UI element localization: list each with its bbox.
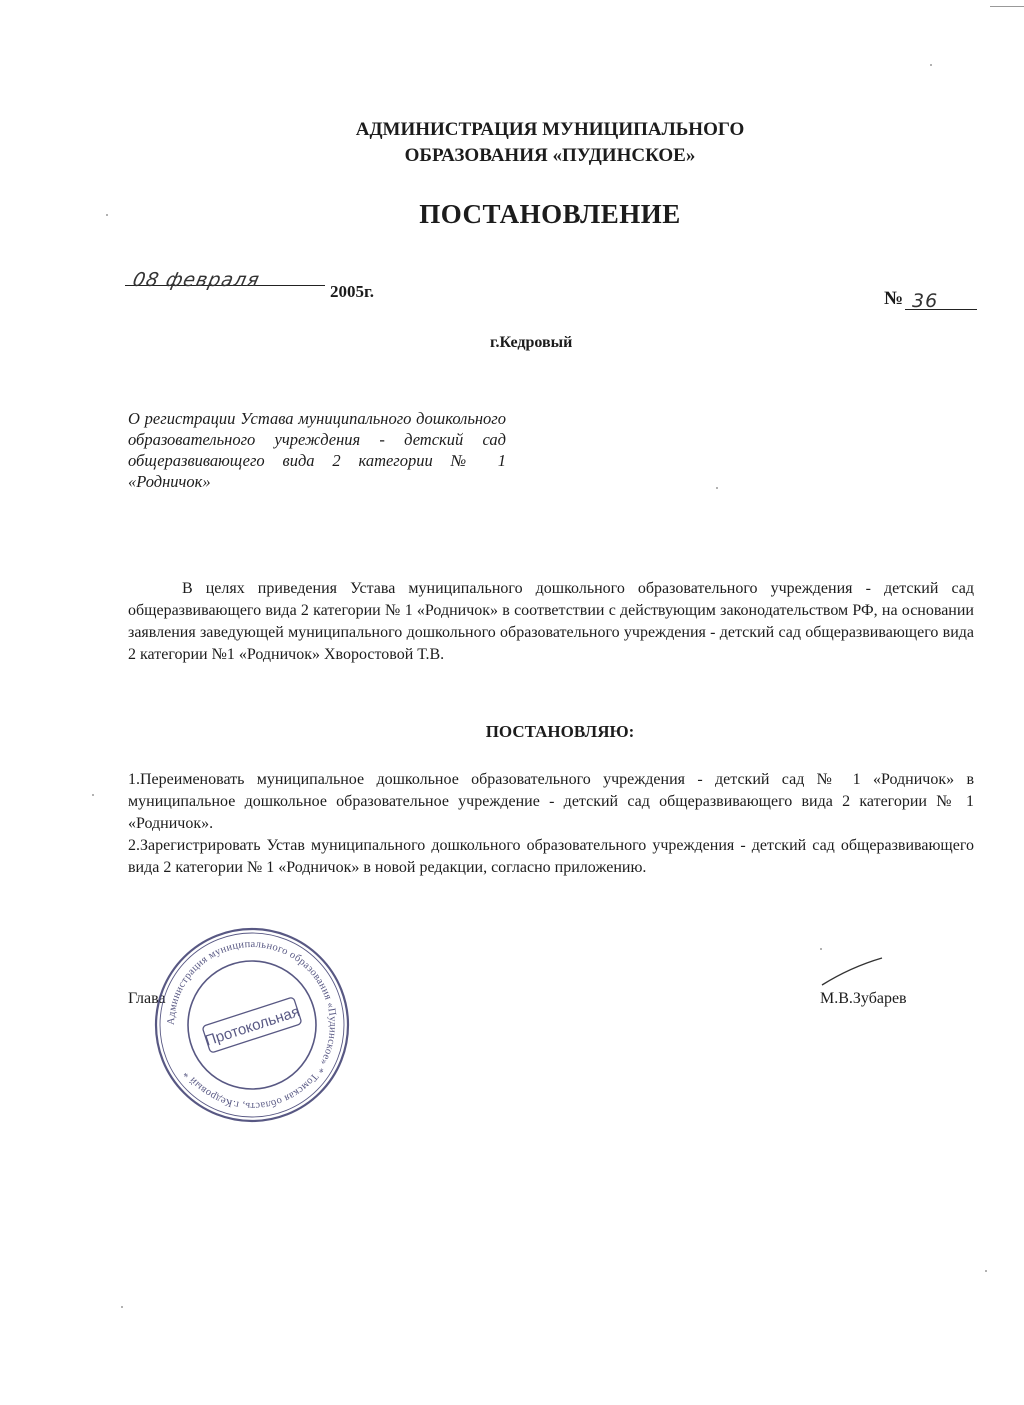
stamp-center-text: Протокольная (203, 1003, 302, 1050)
handwritten-date: 08 февраля (130, 269, 262, 291)
signatory-name: М.В.Зубарев (820, 990, 907, 1007)
preamble-paragraph: В целях приведения Устава муниципального дошкольного образовательного учреждения - детский сад общеразвивающего вида 2 категории № 1 «Родничок» в соответствии с действующим законодательством РФ, на основании заявления заведующей муниципального дошкольного образовательного учреждения - детский сад общеразвивающего вида 2 категории №1 «Родничок» Хворостовой Т.В. (128, 580, 974, 663)
corner-mark (990, 6, 1024, 7)
handwritten-number: 36 (912, 290, 939, 312)
decree-items (128, 769, 974, 879)
decree-item-2: 2.Зарегистрировать Устав муниципального дошкольного образовательного учреждения - детский сад общеразвивающего вида 2 категории № 1 «Родничок» в новой редакции, согласно приложению. (128, 837, 974, 876)
subject-block: О регистрации Устава муниципального дошкольного образовательного учреждения - детский сад общеразвивающего вида 2 категории № 1 «Родничок» (128, 409, 506, 491)
city-name: г.Кедровый (490, 334, 573, 351)
stamp-ring-text: Администрация муниципального образования «Пудинское» * Томская область, г.Кедровый * (165, 938, 339, 1112)
document-title: ПОСТАНОВЛЕНИЕ (419, 199, 681, 229)
decree-item-1: 1.Переименовать муниципальное дошкольное образовательного учреждения - детский сад № 1 «Родничок» в муниципальное дошкольное образовательное учреждение - детский сад общеразвивающего вида 2 категории № 1 «Родничок». (128, 771, 974, 832)
document-year: 2005г. (330, 282, 375, 301)
signatory-title: Глава (128, 990, 166, 1007)
number-label: № (884, 288, 904, 309)
official-stamp (152, 925, 352, 1125)
decree-heading: ПОСТАНОВЛЯЮ: (485, 722, 635, 741)
signature-stroke (818, 955, 888, 991)
organization-header: АДМИНИСТРАЦИЯ МУНИЦИПАЛЬНОГО ОБРАЗОВАНИЯ «ПУДИНСКОЕ» (355, 119, 745, 166)
